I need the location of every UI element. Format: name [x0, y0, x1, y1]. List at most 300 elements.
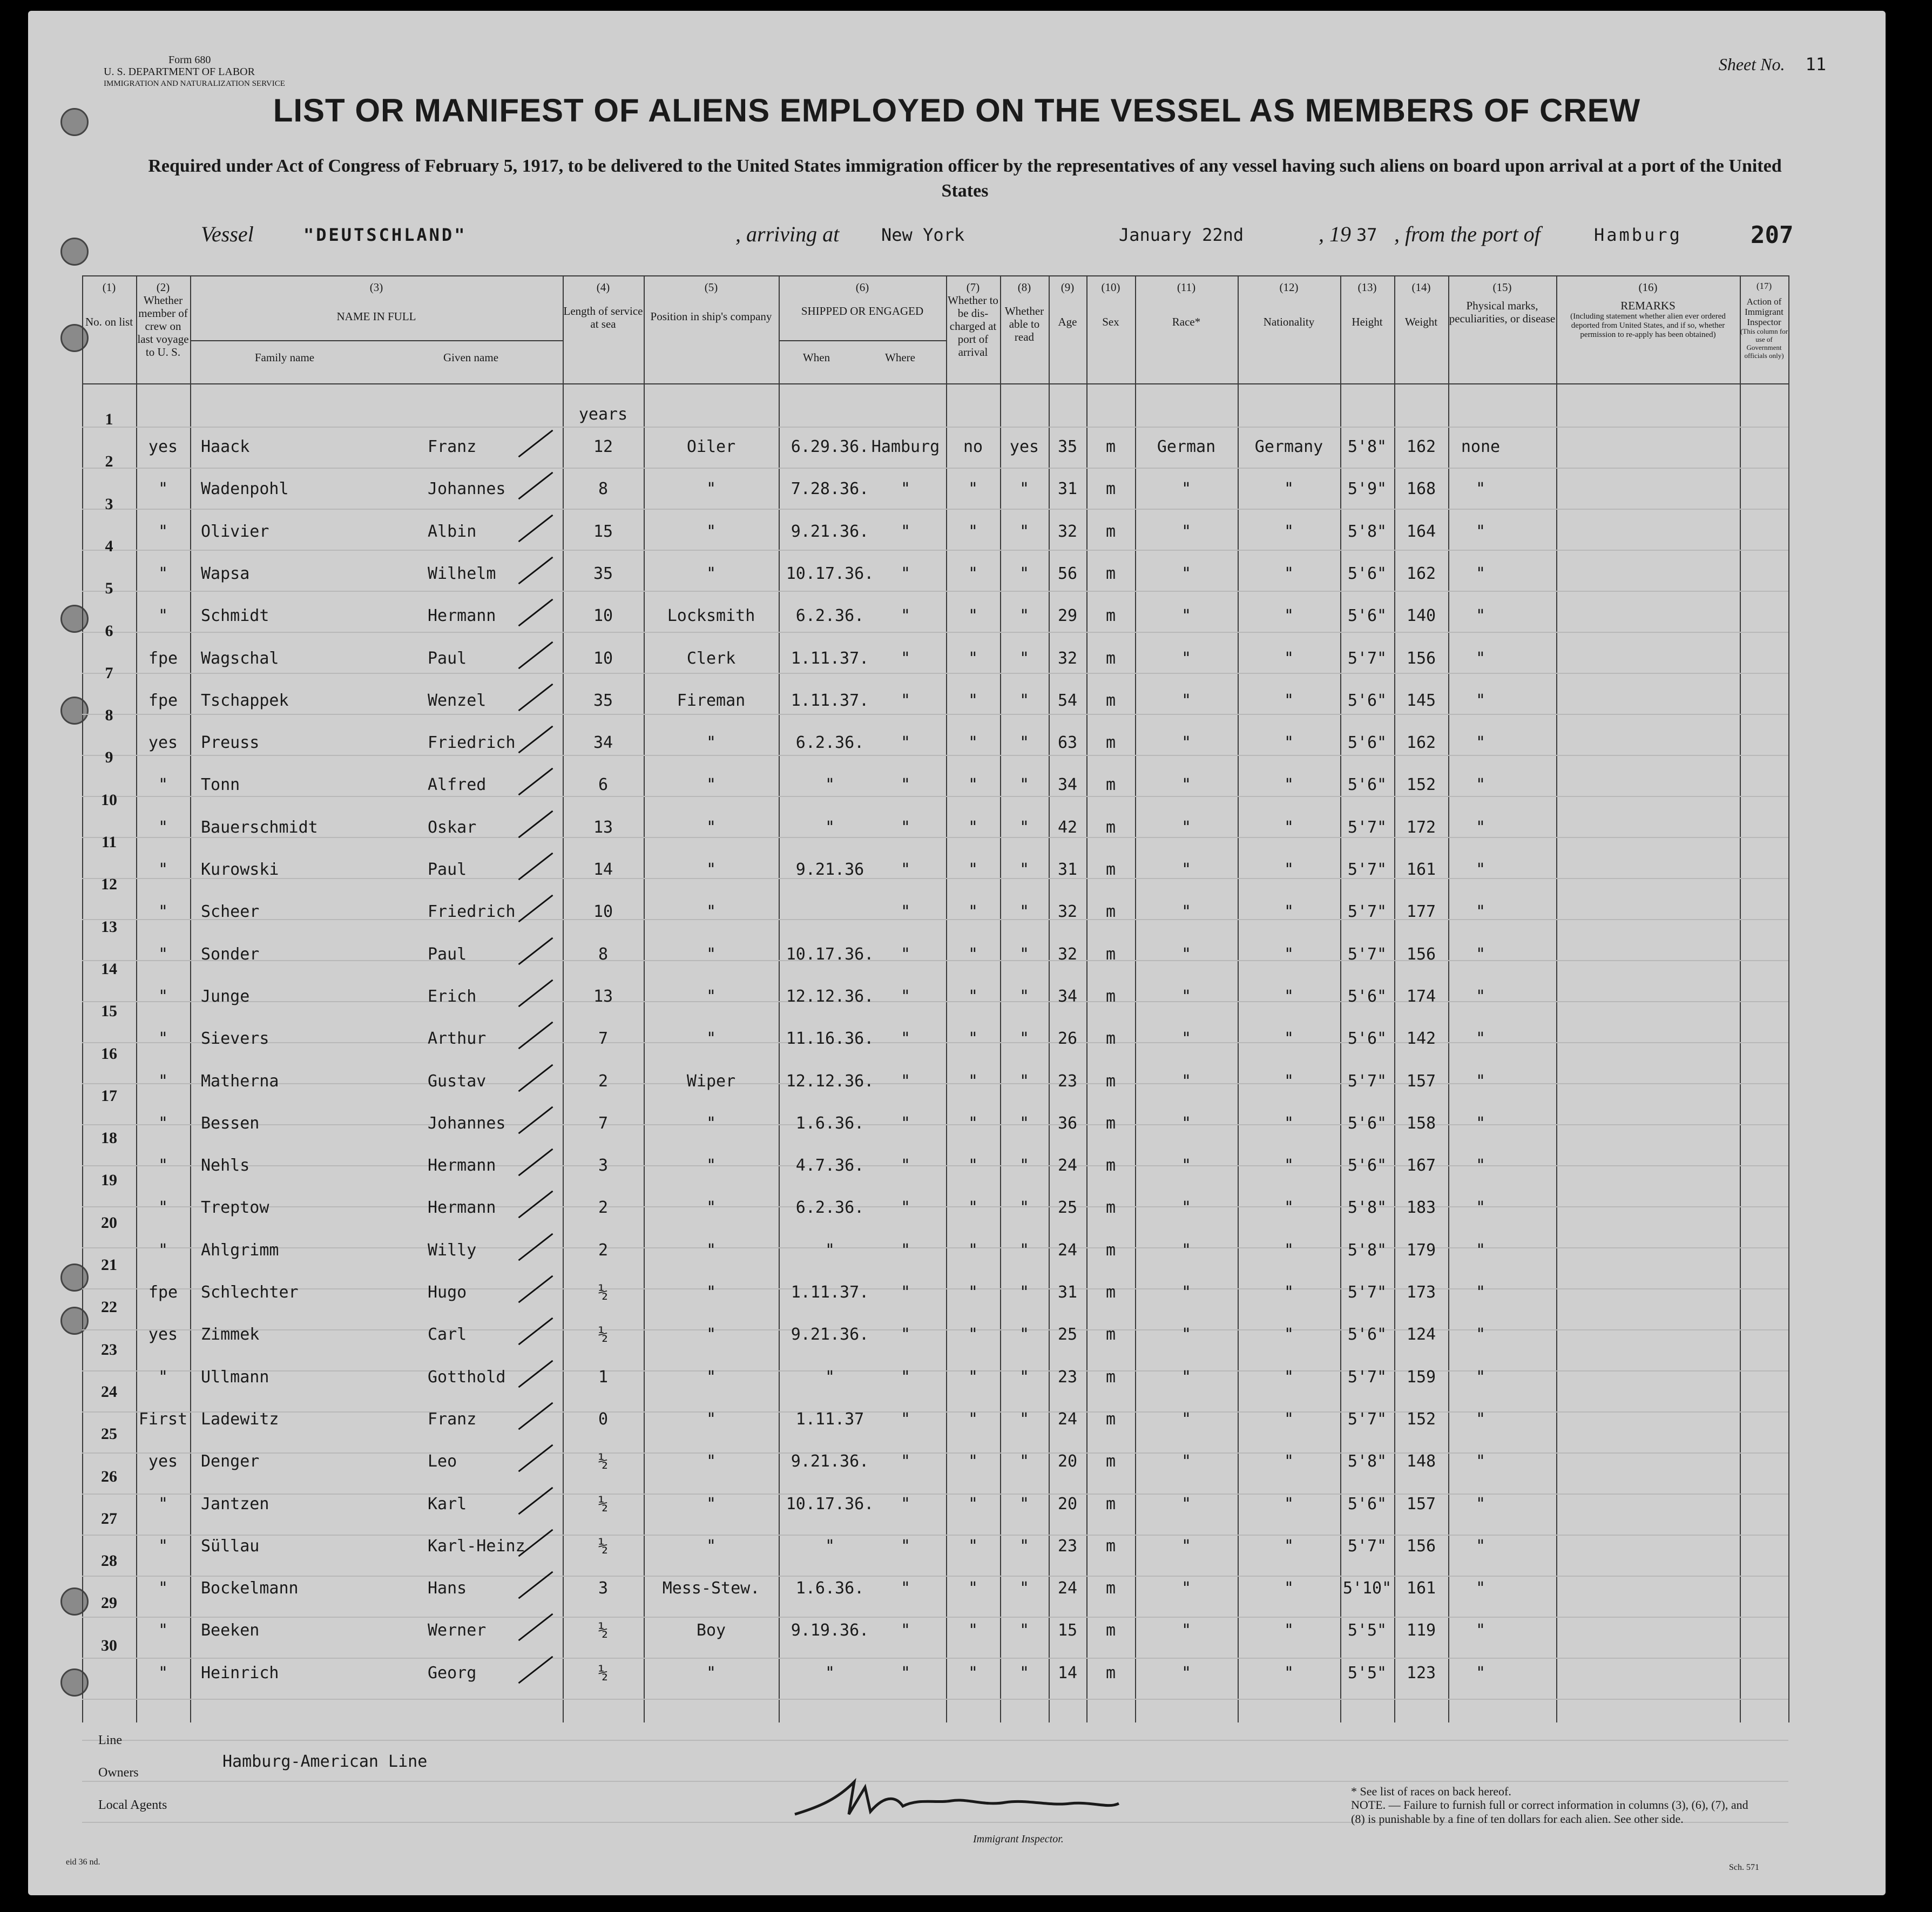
where-header: Where	[885, 351, 915, 364]
ruled-line	[82, 1658, 1788, 1659]
row-number: 27	[101, 1509, 117, 1528]
col10-number: (10)	[1101, 281, 1120, 294]
header-rule	[190, 340, 563, 341]
sheet-number-label: Sheet No.	[1718, 55, 1785, 74]
col16-number: (16)	[1638, 281, 1658, 294]
column-rule	[1556, 275, 1557, 1722]
able-to-read: "	[1019, 1621, 1030, 1640]
given-name: Gotthold	[428, 1367, 506, 1387]
col17-label: Action of Immigrant Inspector	[1745, 296, 1784, 327]
height: 5'7"	[1347, 1283, 1387, 1302]
sex: m	[1105, 479, 1116, 499]
length-of-service: 7	[598, 1113, 609, 1133]
col16-label: REMARKS	[1620, 299, 1676, 312]
to-be-discharged: "	[968, 775, 978, 795]
able-to-read: "	[1019, 648, 1030, 668]
length-of-service: ½	[598, 1536, 609, 1556]
given-name: Georg	[428, 1663, 477, 1683]
col3-label: NAME IN FULL	[336, 310, 416, 323]
length-of-service: 35	[593, 691, 613, 710]
length-of-service: 0	[598, 1409, 609, 1429]
binder-hole	[60, 108, 89, 136]
shipped-when: 1.6.36.	[795, 1113, 864, 1133]
ruled-line	[82, 427, 1788, 428]
member-prior-voyage: fpe	[148, 1283, 178, 1302]
weight: 167	[1406, 1156, 1436, 1175]
row-number: 25	[101, 1425, 117, 1443]
family-name: Heinrich	[201, 1663, 279, 1683]
sex: m	[1105, 775, 1116, 795]
arrival-date: January 22nd	[1119, 225, 1244, 245]
shipped-when: 10.17.36.	[786, 564, 874, 583]
row-number: 1	[105, 410, 113, 428]
col7-label: Whether to be dis-charged at port of arrival	[948, 294, 998, 359]
sex: m	[1105, 1579, 1116, 1598]
nationality: Germany	[1254, 437, 1323, 456]
race: "	[1181, 775, 1192, 795]
col15-number: (15)	[1492, 281, 1512, 294]
to-be-discharged: "	[968, 1156, 978, 1175]
position: "	[706, 1198, 717, 1218]
sex: m	[1105, 1071, 1116, 1091]
col14-number: (14)	[1411, 281, 1431, 294]
to-be-discharged: "	[968, 1663, 978, 1683]
age: 34	[1057, 987, 1078, 1006]
print-code: eid 36 nd.	[66, 1857, 100, 1867]
shipped-where: "	[900, 775, 911, 795]
shipped-where: "	[900, 1071, 911, 1091]
position: "	[706, 479, 717, 499]
binder-hole	[60, 238, 89, 266]
row-number: 13	[101, 917, 117, 936]
family-name: Haack	[201, 437, 250, 456]
length-of-service: 6	[598, 775, 609, 795]
sex: m	[1105, 1409, 1116, 1429]
row-number: 12	[101, 875, 117, 894]
position: "	[706, 902, 717, 922]
row-number: 18	[101, 1129, 117, 1147]
manifest-number: 207	[1751, 221, 1794, 249]
to-be-discharged: "	[968, 902, 978, 922]
member-prior-voyage: "	[158, 1494, 168, 1514]
to-be-discharged: "	[968, 606, 978, 626]
col4-number: (4)	[596, 281, 610, 294]
able-to-read: "	[1019, 733, 1030, 753]
shipped-where: "	[900, 1113, 911, 1133]
col17-sublabel: (This column for use of Government officials only)	[1740, 327, 1788, 360]
family-name: Nehls	[201, 1156, 250, 1175]
nationality: "	[1284, 775, 1294, 795]
shipped-where: "	[900, 479, 911, 499]
given-name: Hermann	[428, 1156, 496, 1175]
able-to-read: "	[1019, 564, 1030, 583]
family-name: Jantzen	[201, 1494, 269, 1514]
given-name: Werner	[428, 1621, 487, 1640]
able-to-read: "	[1019, 1156, 1030, 1175]
col2-number: (2)	[156, 281, 170, 294]
to-be-discharged: "	[968, 1452, 978, 1471]
to-be-discharged: "	[968, 944, 978, 964]
shipped-where: "	[900, 1452, 911, 1471]
race: "	[1181, 1367, 1192, 1387]
physical-marks: "	[1475, 1494, 1486, 1514]
weight: 156	[1406, 1536, 1436, 1556]
col13-label: Height	[1352, 315, 1383, 328]
col8-number: (8)	[1017, 281, 1031, 294]
position: "	[706, 1156, 717, 1175]
family-name: Treptow	[201, 1198, 269, 1218]
weight: 162	[1406, 564, 1436, 583]
able-to-read: "	[1019, 1536, 1030, 1556]
given-name: Alfred	[428, 775, 487, 795]
weight: 162	[1406, 733, 1436, 753]
able-to-read: "	[1019, 691, 1030, 710]
race: "	[1181, 944, 1192, 964]
age: 32	[1057, 944, 1078, 964]
ruled-line	[82, 468, 1788, 469]
service-name: IMMIGRATION AND NATURALIZATION SERVICE	[104, 79, 285, 88]
member-prior-voyage: "	[158, 818, 168, 837]
position: "	[706, 860, 717, 879]
length-of-service: 8	[598, 479, 609, 499]
physical-marks: "	[1475, 1029, 1486, 1049]
col11-label: Race*	[1172, 315, 1201, 328]
position: "	[706, 944, 717, 964]
row-number: 15	[101, 1002, 117, 1021]
shipped-when: "	[825, 1663, 835, 1683]
nationality: "	[1284, 648, 1294, 668]
weight: 142	[1406, 1029, 1436, 1049]
member-prior-voyage: "	[158, 1621, 168, 1640]
family-name-header: Family name	[254, 351, 315, 364]
family-name: Bockelmann	[201, 1579, 299, 1598]
able-to-read: "	[1019, 818, 1030, 837]
nationality: "	[1284, 479, 1294, 499]
age: 26	[1057, 1029, 1078, 1049]
col6-header	[779, 281, 946, 317]
family-name: Preuss	[201, 733, 260, 753]
col4-label: Length of service at sea	[563, 305, 643, 330]
to-be-discharged: "	[968, 1029, 978, 1049]
height: 5'6"	[1347, 1325, 1387, 1345]
physical-marks: "	[1475, 1621, 1486, 1640]
physical-marks: "	[1475, 1325, 1486, 1345]
shipped-when: 1.11.37.	[791, 1283, 869, 1302]
years-unit-label: years	[578, 405, 628, 424]
to-be-discharged: "	[968, 1367, 978, 1387]
height: 5'8"	[1347, 437, 1387, 456]
column-rule	[1788, 275, 1789, 1722]
position: "	[706, 1325, 717, 1345]
row-number: 5	[105, 579, 113, 598]
race: "	[1181, 1579, 1192, 1598]
physical-marks: "	[1475, 944, 1486, 964]
physical-marks: "	[1475, 733, 1486, 753]
able-to-read: "	[1019, 1029, 1030, 1049]
row-number: 4	[105, 537, 113, 555]
owners-label: Owners	[98, 1766, 139, 1780]
age: 31	[1057, 1283, 1078, 1302]
height: 5'7"	[1347, 1367, 1387, 1387]
ruled-line	[82, 1617, 1788, 1618]
length-of-service: 12	[593, 437, 613, 456]
shipped-when: 6.2.36.	[795, 733, 864, 753]
shipped-when: 4.7.36.	[795, 1156, 864, 1175]
length-of-service: ½	[598, 1325, 609, 1345]
col15-header	[1448, 281, 1556, 325]
row-number: 22	[101, 1298, 117, 1316]
shipped-when: "	[825, 1240, 835, 1260]
family-name: Kurowski	[201, 860, 279, 879]
length-of-service: 13	[593, 818, 613, 837]
sex: m	[1105, 606, 1116, 626]
weight: 152	[1406, 775, 1436, 795]
to-be-discharged: "	[968, 691, 978, 710]
to-be-discharged: "	[968, 1621, 978, 1640]
form-identifier	[104, 54, 285, 90]
sex: m	[1105, 564, 1116, 583]
col11-number: (11)	[1177, 281, 1196, 294]
shipped-where: "	[900, 860, 911, 879]
position: "	[706, 733, 717, 753]
race: "	[1181, 691, 1192, 710]
given-name: Hermann	[428, 1198, 496, 1218]
race: "	[1181, 522, 1192, 541]
page-title: LIST OR MANIFEST OF ALIENS EMPLOYED ON THE VESSEL AS MEMBERS OF CREW	[273, 92, 1641, 129]
shipped-where: "	[900, 1663, 911, 1683]
height: 5'6"	[1347, 1029, 1387, 1049]
weight: 174	[1406, 987, 1436, 1006]
weight: 172	[1406, 818, 1436, 837]
column-rule	[82, 275, 83, 1722]
physical-marks: "	[1475, 775, 1486, 795]
member-prior-voyage: "	[158, 1029, 168, 1049]
able-to-read: "	[1019, 522, 1030, 541]
shipped-where: "	[900, 1029, 911, 1049]
height: 5'10"	[1342, 1579, 1392, 1598]
able-to-read: "	[1019, 606, 1030, 626]
row-number: 7	[105, 664, 113, 682]
weight: 124	[1406, 1325, 1436, 1345]
row-number: 17	[101, 1086, 117, 1105]
weight: 157	[1406, 1071, 1436, 1091]
sex: m	[1105, 1663, 1116, 1683]
shipped-when: "	[825, 1367, 835, 1387]
shipped-where: "	[900, 818, 911, 837]
length-of-service: 15	[593, 522, 613, 541]
col7-header	[946, 281, 1000, 359]
position: "	[706, 522, 717, 541]
physical-marks: "	[1475, 818, 1486, 837]
nationality: "	[1284, 1621, 1294, 1640]
to-be-discharged: no	[963, 437, 983, 456]
member-prior-voyage: fpe	[148, 648, 178, 668]
to-be-discharged: "	[968, 479, 978, 499]
weight: 119	[1406, 1621, 1436, 1640]
age: 24	[1057, 1156, 1078, 1175]
weight: 159	[1406, 1367, 1436, 1387]
physical-marks: "	[1475, 479, 1486, 499]
age: 31	[1057, 860, 1078, 879]
family-name: Süllau	[201, 1536, 260, 1556]
ruled-line	[82, 1535, 1788, 1536]
length-of-service: ½	[598, 1494, 609, 1514]
length-of-service: 10	[593, 902, 613, 922]
given-name: Leo	[428, 1452, 457, 1471]
shipped-when: 1.11.37	[795, 1409, 864, 1429]
row-number: 24	[101, 1382, 117, 1401]
col12-header	[1238, 281, 1340, 328]
shipped-when: "	[825, 775, 835, 795]
to-be-discharged: "	[968, 987, 978, 1006]
row-number: 14	[101, 960, 117, 978]
race: "	[1181, 648, 1192, 668]
weight: 148	[1406, 1452, 1436, 1471]
family-name: Junge	[201, 987, 250, 1006]
col8-label: Whether able to read	[1004, 305, 1044, 343]
shipped-when: "	[825, 1536, 835, 1556]
col5-number: (5)	[704, 281, 718, 294]
height: 5'7"	[1347, 902, 1387, 922]
shipped-when: 9.21.36.	[791, 522, 869, 541]
member-prior-voyage: "	[158, 606, 168, 626]
position: Wiper	[686, 1071, 736, 1091]
race: "	[1181, 479, 1192, 499]
physical-marks: "	[1475, 648, 1486, 668]
family-name: Bauerschmidt	[201, 818, 318, 837]
weight: 123	[1406, 1663, 1436, 1683]
length-of-service: 7	[598, 1029, 609, 1049]
position: "	[706, 1367, 717, 1387]
able-to-read: "	[1019, 1198, 1030, 1218]
able-to-read: "	[1019, 1579, 1030, 1598]
given-name: Franz	[428, 437, 477, 456]
age: 34	[1057, 775, 1078, 795]
height: 5'6"	[1347, 1113, 1387, 1133]
height: 5'7"	[1347, 818, 1387, 837]
position: "	[706, 987, 717, 1006]
col13-header	[1340, 281, 1394, 328]
able-to-read: "	[1019, 1325, 1030, 1345]
height: 5'8"	[1347, 522, 1387, 541]
physical-marks: "	[1475, 1579, 1486, 1598]
race: "	[1181, 1283, 1192, 1302]
age: 20	[1057, 1452, 1078, 1471]
able-to-read: "	[1019, 860, 1030, 879]
weight: 140	[1406, 606, 1436, 626]
col10-label: Sex	[1102, 315, 1119, 328]
able-to-read: "	[1019, 1071, 1030, 1091]
physical-marks: "	[1475, 1452, 1486, 1471]
race: "	[1181, 1663, 1192, 1683]
sex: m	[1105, 818, 1116, 837]
able-to-read: "	[1019, 1367, 1030, 1387]
sheet-number-value: 11	[1805, 54, 1826, 75]
family-name: Tschappek	[201, 691, 289, 710]
height: 5'7"	[1347, 648, 1387, 668]
col15-label: Physical marks, peculiarities, or disease	[1449, 299, 1556, 325]
col1-number: (1)	[102, 281, 116, 294]
col6-number: (6)	[855, 281, 869, 294]
given-name: Wenzel	[428, 691, 487, 710]
sex: m	[1105, 1621, 1116, 1640]
given-name: Willy	[428, 1240, 477, 1260]
nationality: "	[1284, 1113, 1294, 1133]
given-name: Karl-Heinz	[428, 1536, 525, 1556]
race: "	[1181, 1621, 1192, 1640]
age: 32	[1057, 648, 1078, 668]
sex: m	[1105, 733, 1116, 753]
col13-number: (13)	[1357, 281, 1377, 294]
able-to-read: "	[1019, 1409, 1030, 1429]
position: Mess-Stew.	[662, 1579, 760, 1598]
age: 42	[1057, 818, 1078, 837]
able-to-read: "	[1019, 987, 1030, 1006]
physical-marks: "	[1475, 987, 1486, 1006]
given-name: Oskar	[428, 818, 477, 837]
race: "	[1181, 1029, 1192, 1049]
position: Locksmith	[667, 606, 755, 626]
race: "	[1181, 1536, 1192, 1556]
length-of-service: ½	[598, 1621, 609, 1640]
given-name: Franz	[428, 1409, 477, 1429]
physical-marks: "	[1475, 1663, 1486, 1683]
physical-marks: "	[1475, 1536, 1486, 1556]
given-name: Johannes	[428, 479, 506, 499]
length-of-service: 2	[598, 1071, 609, 1091]
nationality: "	[1284, 522, 1294, 541]
member-prior-voyage: "	[158, 1663, 168, 1683]
physical-marks: "	[1475, 902, 1486, 922]
shipped-where: "	[900, 564, 911, 583]
position: "	[706, 1494, 717, 1514]
col1-header	[82, 281, 136, 328]
length-of-service: 35	[593, 564, 613, 583]
height: 5'9"	[1347, 479, 1387, 499]
row-number: 29	[101, 1594, 117, 1612]
shipped-when: 6.2.36.	[795, 606, 864, 626]
local-agents-label: Local Agents	[98, 1798, 167, 1812]
row-number: 23	[101, 1340, 117, 1359]
nationality: "	[1284, 1240, 1294, 1260]
age: 32	[1057, 902, 1078, 922]
family-name: Wadenpohl	[201, 479, 289, 499]
family-name: Zimmek	[201, 1325, 260, 1345]
able-to-read: "	[1019, 1452, 1030, 1471]
nationality: "	[1284, 733, 1294, 753]
weight: 161	[1406, 1579, 1436, 1598]
shipped-where: "	[900, 648, 911, 668]
family-name: Sonder	[201, 944, 260, 964]
shipped-where: "	[900, 691, 911, 710]
to-be-discharged: "	[968, 818, 978, 837]
race: "	[1181, 818, 1192, 837]
sex: m	[1105, 691, 1116, 710]
to-be-discharged: "	[968, 1113, 978, 1133]
col9-header	[1049, 281, 1086, 328]
sex: m	[1105, 1198, 1116, 1218]
able-to-read: "	[1019, 1283, 1030, 1302]
col12-label: Nationality	[1263, 315, 1315, 328]
to-be-discharged: "	[968, 1536, 978, 1556]
shipped-where: "	[900, 1283, 911, 1302]
given-name: Johannes	[428, 1113, 506, 1133]
family-name: Wapsa	[201, 564, 250, 583]
physical-marks: "	[1475, 1283, 1486, 1302]
able-to-read: "	[1019, 775, 1030, 795]
length-of-service: 10	[593, 648, 613, 668]
ruled-line	[82, 796, 1788, 797]
